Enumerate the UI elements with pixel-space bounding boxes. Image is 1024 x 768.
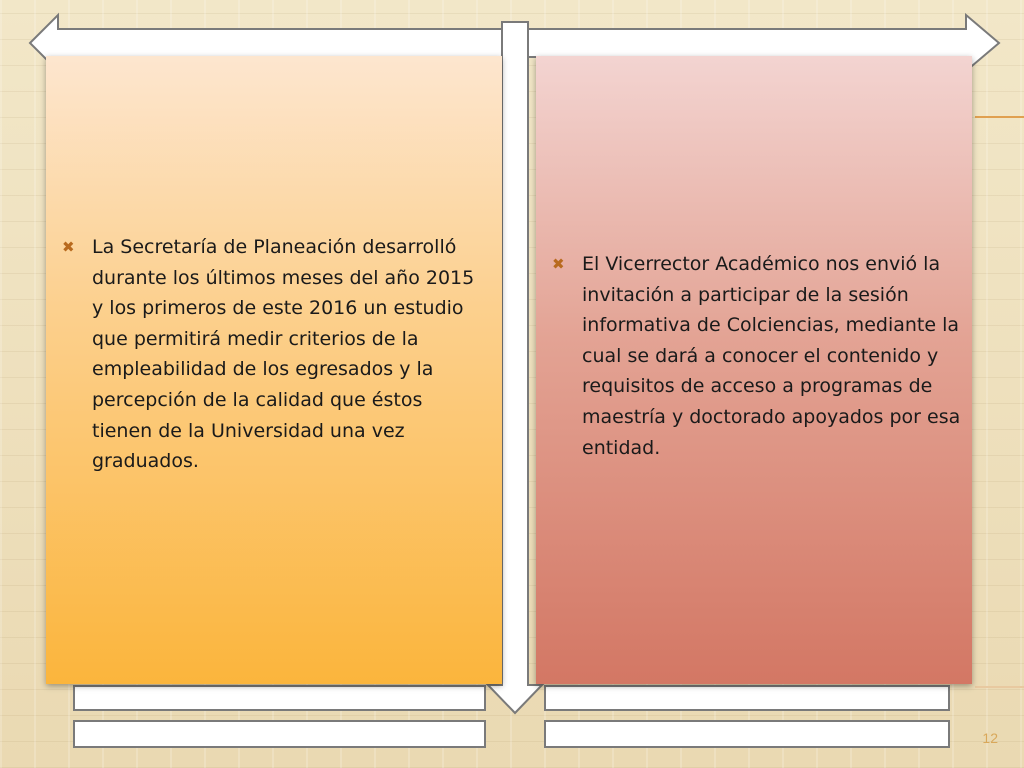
left-content-panel [46,56,502,684]
bottom-bar-right-1 [545,686,949,710]
page-number: 12 [982,730,998,746]
ornate-x-bullet-icon: ✖ [552,255,565,273]
right-bullet-text: El Vicerrector Académico nos envió la invitación a participar de la sesión informativa de Colciencias, mediante la cual se dará a conocer el contenido y requisitos de acceso a programas de maestría y doctorado apoyados por esa entidad. [582,253,961,459]
ornate-x-bullet-icon: ✖ [62,238,75,256]
bottom-bar-right-2 [545,721,949,747]
bottom-bar-left-1 [74,686,485,710]
left-bullet-text: La Secretaría de Planeación desarrolló durante los últimos meses del año 2015 y los primeros de este 2016 un estudio que permitirá medir criterios de la empleabilidad de los egresados y la percepción de la calidad que éstos tienen de la Universidad una vez graduados. [92,236,475,473]
right-bullet-item [552,249,962,463]
right-content-panel [536,56,972,684]
left-bullet-item [62,232,488,477]
bottom-bar-left-2 [74,721,485,747]
